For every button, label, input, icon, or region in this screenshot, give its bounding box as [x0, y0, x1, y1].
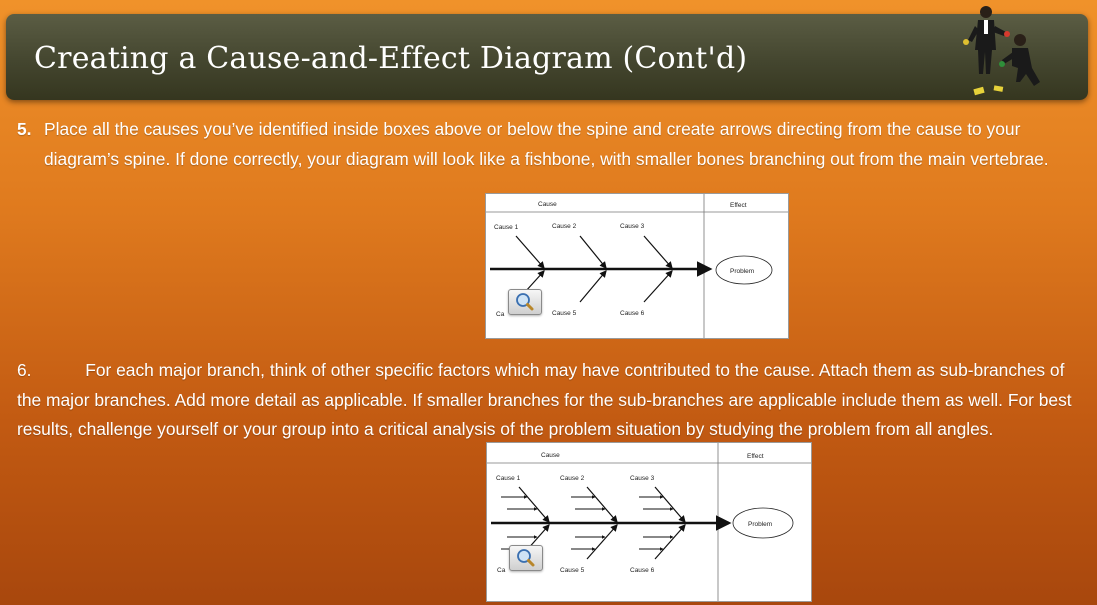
cause-header: Cause [538, 201, 557, 208]
cause-6-label: Cause 6 [630, 567, 655, 574]
cause-3-label: Cause 3 [620, 223, 645, 230]
cause-4-label: Ca [496, 311, 505, 318]
step-5-text: Place all the causes you’ve identified inside boxes above or below the spine and create arrows directing from the cause to your diagram’s spine. If done correctly, your diagram will look like a fishbone, with smaller bones branching out from the main vertebrae. [44, 119, 1049, 169]
title-bar [6, 14, 1088, 100]
magnifier-icon [509, 290, 541, 314]
cause-1-label: Cause 1 [494, 224, 519, 231]
effect-header: Effect [730, 202, 747, 209]
problem-label: Problem [748, 521, 773, 528]
cause-4-label: Ca [497, 567, 506, 574]
step-5-paragraph [17, 115, 1074, 174]
problem-label: Problem [730, 268, 755, 275]
step-6-number: 6. [17, 360, 32, 380]
zoom-button[interactable] [508, 289, 542, 315]
cause-2-label: Cause 2 [560, 475, 585, 482]
step-5-number: 5. [17, 119, 32, 139]
cause-5-label: Cause 5 [552, 310, 577, 317]
cause-3-label: Cause 3 [630, 475, 655, 482]
step-6-paragraph [17, 356, 1077, 445]
fishbone-diagram-basic [485, 193, 789, 339]
magnifier-icon [510, 546, 542, 570]
business-people-icon [958, 2, 1048, 100]
effect-header: Effect [747, 453, 764, 460]
fishbone-diagram-detailed [486, 442, 812, 602]
slide-title: Creating a Cause-and-Effect Diagram (Cont'd) [34, 41, 748, 76]
zoom-button[interactable] [509, 545, 543, 571]
cause-6-label: Cause 6 [620, 310, 645, 317]
cause-1-label: Cause 1 [496, 475, 521, 482]
cause-5-label: Cause 5 [560, 567, 585, 574]
cause-header: Cause [541, 452, 560, 459]
cause-2-label: Cause 2 [552, 223, 577, 230]
step-6-text: For each major branch, think of other specific factors which may have contributed to the cause. Attach them as sub-branches of the major branches. Add more detail as applicable. If smaller branches for the sub-branches are applicable include them as well. For best results, challenge yourself or your group into a critical analysis of the problem situation by studying the problem from all angles. [17, 360, 1072, 439]
